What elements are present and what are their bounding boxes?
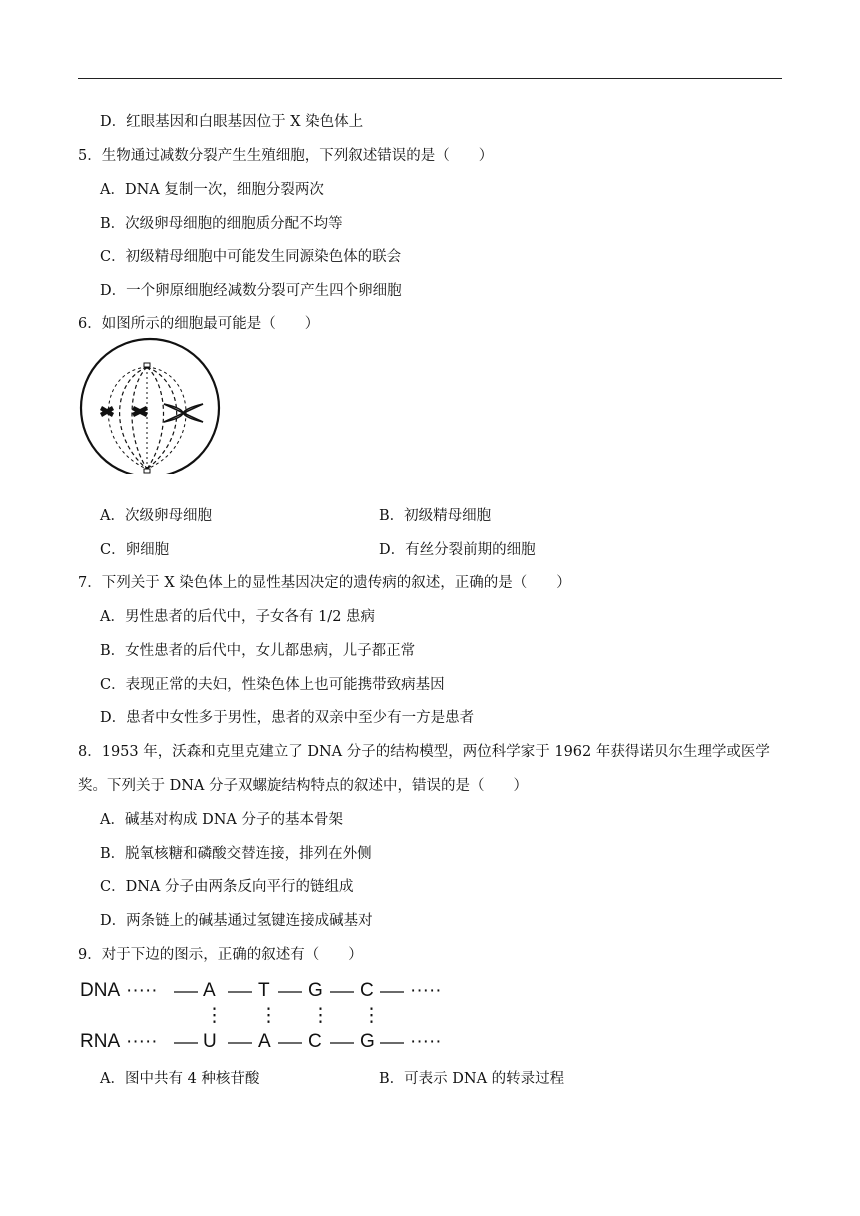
rna-base: G	[360, 1031, 375, 1052]
dna-right-dots: ·····	[410, 980, 442, 1001]
dna-base: G	[308, 980, 323, 1001]
q5-option-c: C．初级精母细胞中可能发生同源染色体的联会	[100, 249, 402, 265]
q8-option-c: C．DNA 分子由两条反向平行的链组成	[100, 879, 354, 895]
q8-stem-line1: 8．1953 年，沃森和克里克建立了 DNA 分子的结构模型，两位科学家于 1962 年获得诺贝尔生理学或医学	[78, 744, 770, 760]
q8-stem-line2: 奖。下列关于 DNA 分子双螺旋结构特点的叙述中，错误的是（ ）	[78, 778, 529, 794]
q8-option-b: B．脱氧核糖和磷酸交替连接，排列在外侧	[100, 846, 372, 862]
rna-left-dots: ·····	[126, 1031, 158, 1052]
q7-option-d: D．患者中女性多于男性，患者的双亲中至少有一方是患者	[100, 710, 475, 726]
dna-base: C	[360, 980, 374, 1001]
q7-option-c: C．表现正常的夫妇，性染色体上也可能携带致病基因	[100, 677, 445, 693]
q6-option-c: C．卵细胞	[100, 542, 170, 558]
base-pair-mark: ⋮	[259, 1005, 278, 1026]
q9-option-b: B．可表示 DNA 的转录过程	[379, 1071, 565, 1087]
rna-label: RNA	[80, 1031, 121, 1052]
q8-option-a: A．碱基对构成 DNA 分子的基本骨架	[100, 812, 343, 828]
q6-stem: 6．如图所示的细胞最可能是（ ）	[78, 316, 320, 332]
rna-base: A	[258, 1031, 271, 1052]
q5-stem: 5．生物通过减数分裂产生生殖细胞，下列叙述错误的是（ ）	[78, 148, 494, 164]
rna-base: C	[308, 1031, 322, 1052]
q6-option-d: D．有丝分裂前期的细胞	[379, 542, 536, 558]
rna-base: U	[203, 1031, 217, 1052]
q8-option-d: D．两条链上的碱基通过氢键连接成碱基对	[100, 913, 373, 929]
dna-label: DNA	[80, 980, 121, 1001]
q7-option-b: B．女性患者的后代中，女儿都患病，儿子都正常	[100, 643, 416, 659]
base-pair-mark: ⋮	[311, 1005, 330, 1026]
q7-stem: 7．下列关于 X 染色体上的显性基因决定的遗传病的叙述，正确的是（ ）	[78, 575, 571, 591]
q5-option-b: B．次级卵母细胞的细胞质分配不均等	[100, 216, 343, 232]
dna-base: A	[203, 980, 216, 1001]
q7-option-a: A．男性患者的后代中，子女各有 1/2 患病	[100, 609, 376, 625]
base-pair-mark: ⋮	[205, 1005, 224, 1026]
q9-stem: 9．对于下边的图示，正确的叙述有（ ）	[78, 947, 363, 963]
q6-option-a: A．次级卵母细胞	[100, 508, 212, 524]
q6-option-b: B．初级精母细胞	[379, 508, 492, 524]
dna-base: T	[258, 980, 270, 1001]
q4-option-d: D．红眼基因和白眼基因位于 X 染色体上	[100, 114, 364, 130]
dna-left-dots: ·····	[126, 980, 158, 1001]
base-pair-mark: ⋮	[362, 1005, 381, 1026]
q5-option-d: D．一个卵原细胞经减数分裂可产生四个卵细胞	[100, 283, 402, 299]
rna-right-dots: ·····	[410, 1031, 442, 1052]
q9-option-a: A．图中共有 4 种核苷酸	[100, 1071, 260, 1087]
q5-option-a: A．DNA 复制一次，细胞分裂两次	[100, 182, 324, 198]
